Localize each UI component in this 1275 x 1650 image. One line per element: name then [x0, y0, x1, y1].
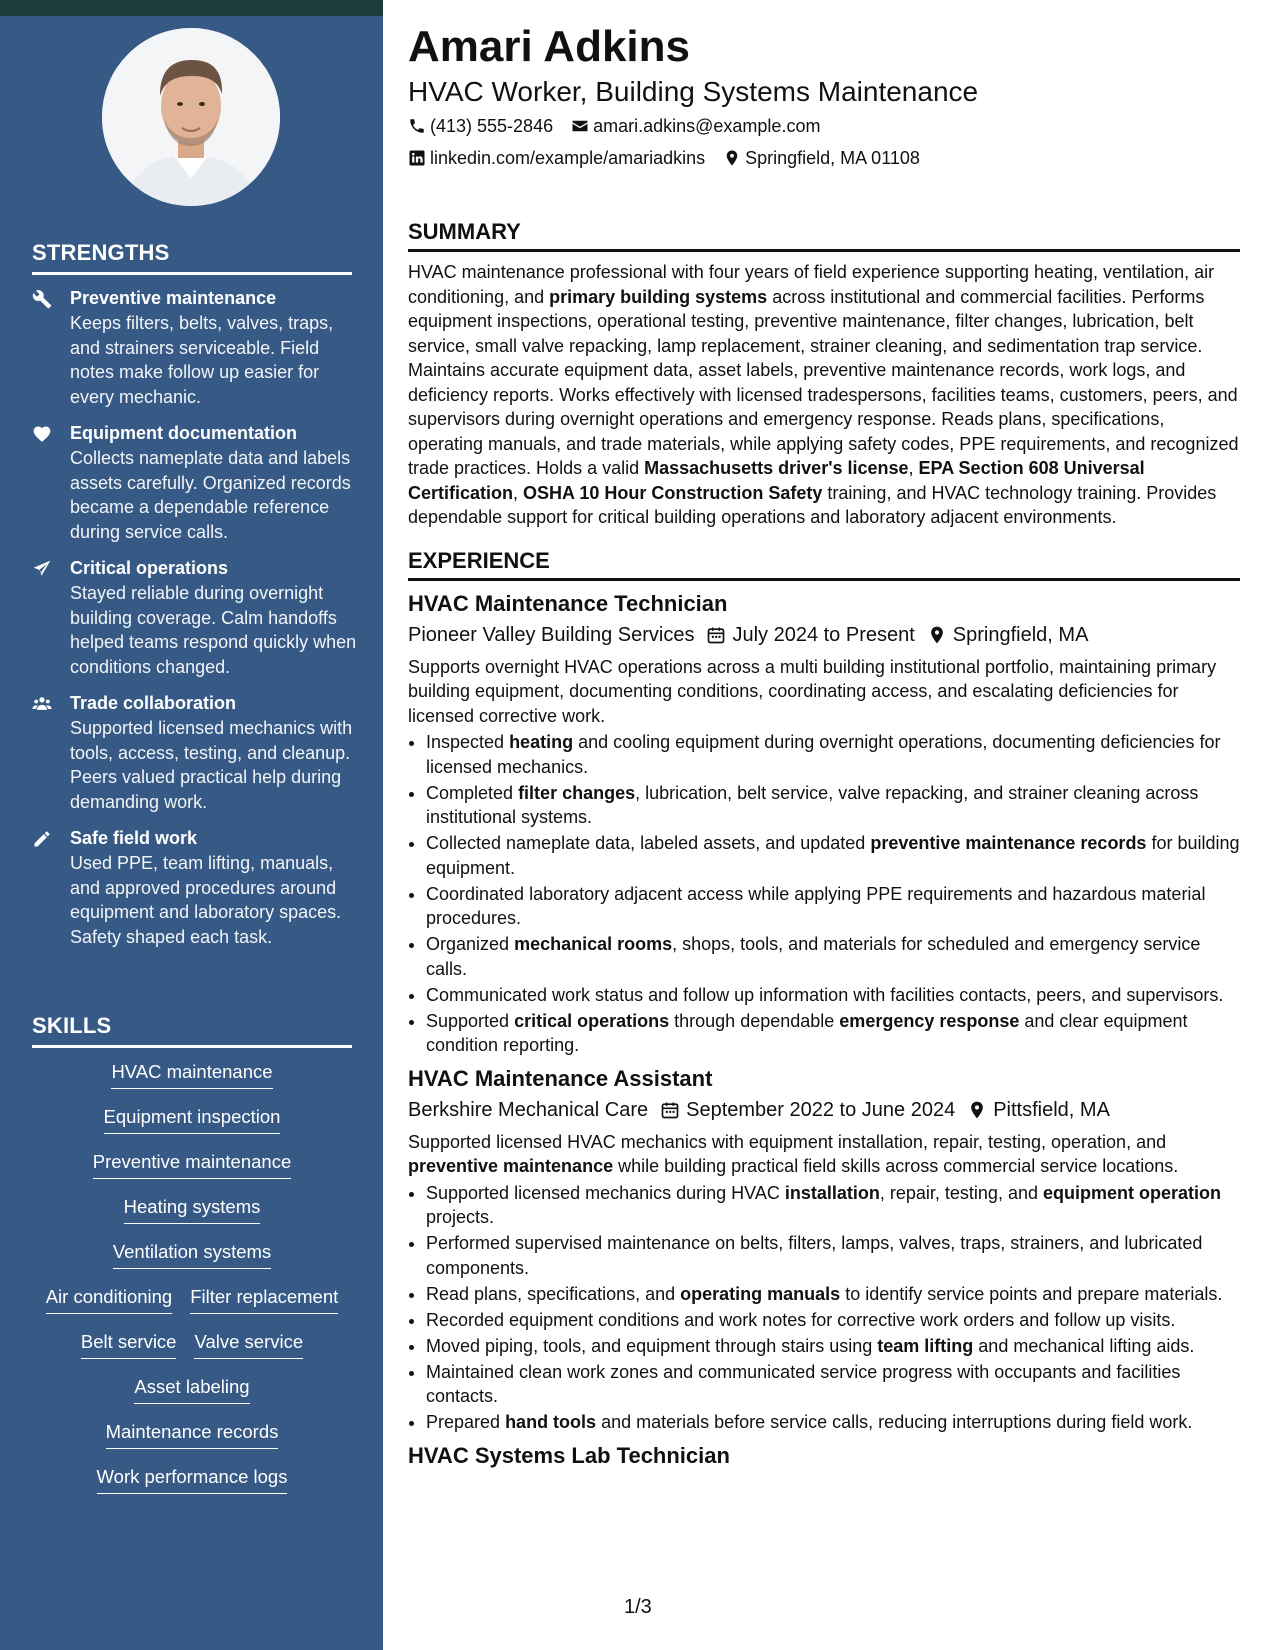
map-pin-icon	[723, 149, 741, 167]
skill-tag: Equipment inspection	[104, 1105, 281, 1134]
strength-title: Critical operations	[70, 558, 229, 578]
skill-tag: Maintenance records	[106, 1420, 279, 1449]
bullet-item: • Completed filter changes, lubrication, belt service, valve repacking, and strainer cleaning across institutional systems.	[426, 781, 1240, 830]
skill-tag: Ventilation systems	[113, 1240, 271, 1269]
skill-tag: Work performance logs	[97, 1465, 288, 1494]
email-contact[interactable]	[571, 110, 820, 142]
sidebar	[0, 0, 383, 1650]
job-location: Springfield, MA	[952, 623, 1089, 646]
bullet-item: • Moved piping, tools, and equipment through stairs using team lifting and mechanical lifting aids.	[426, 1334, 1240, 1359]
paper-plane-icon	[32, 556, 70, 679]
job-entry	[408, 1441, 1240, 1471]
phone-contact[interactable]	[408, 110, 553, 142]
map-pin-icon	[967, 1100, 987, 1120]
heart-icon	[32, 421, 70, 544]
profile-photo	[102, 28, 280, 206]
wrench-icon	[32, 286, 70, 409]
skill-tag: Valve service	[194, 1330, 303, 1359]
strength-item	[32, 691, 362, 814]
bullet-item: • Prepared hand tools and materials before service calls, reducing interruptions during field work.	[426, 1410, 1240, 1435]
summary-heading: SUMMARY	[408, 219, 1240, 252]
bullet-item: • Inspected heating and cooling equipment during overnight operations, documenting deficiencies for licensed mechanics.	[426, 730, 1240, 779]
company-name: Pioneer Valley Building Services	[408, 623, 695, 646]
job-title: HVAC Systems Lab Technician	[408, 1442, 730, 1468]
strength-title: Equipment documentation	[70, 423, 297, 443]
strength-item	[32, 286, 362, 409]
candidate-title: HVAC Worker, Building Systems Maintenance	[408, 76, 979, 107]
strength-item	[32, 556, 362, 679]
top-band	[0, 0, 383, 16]
job-description: Supported licensed HVAC mechanics with equipment installation, repair, testing, operation, and preventive maintenance while building practical field skills across commercial service locations.	[408, 1131, 1179, 1176]
job-location: Pittsfield, MA	[993, 1098, 1110, 1121]
linkedin-text: linkedin.com/example/amariadkins	[430, 148, 706, 168]
job-entry	[408, 1064, 1240, 1435]
bullet-item: • Recorded equipment conditions and work notes for corrective work orders and follow up visits.	[426, 1308, 1240, 1333]
skills-list	[32, 1060, 352, 1510]
bullet-item: • Collected nameplate data, labeled assets, and updated preventive maintenance records for building equipment.	[426, 831, 1240, 880]
job-meta	[408, 619, 1240, 651]
contact-row-2	[408, 142, 1240, 174]
bullet-item: • Maintained clean work zones and communicated service progress with occupants and facilities contacts.	[426, 1360, 1240, 1409]
bullet-item: • Performed supervised maintenance on belts, filters, lamps, valves, traps, strainers, and lubricated components.	[426, 1231, 1240, 1280]
bullet-item: • Read plans, specifications, and operating manuals to identify service points and prepare materials.	[426, 1282, 1240, 1307]
main-content	[408, 20, 1240, 1471]
strength-desc: Supported licensed mechanics with tools, access, testing, and cleanup. Peers valued practical help during demanding work.	[70, 718, 353, 812]
email-text: amari.adkins@example.com	[593, 116, 821, 136]
pencil-icon	[32, 826, 70, 949]
page-number: 1/3	[624, 1596, 652, 1618]
location-text: Springfield, MA 01108	[745, 148, 920, 168]
strength-title: Preventive maintenance	[70, 288, 277, 308]
strength-desc: Stayed reliable during overnight building coverage. Calm handoffs helped teams respond quickly when conditions changed.	[70, 583, 357, 677]
calendar-icon	[706, 625, 726, 645]
phone-text: (413) 555-2846	[430, 116, 554, 136]
skill-tag: Air conditioning	[46, 1285, 173, 1314]
skill-tag: Belt service	[81, 1330, 177, 1359]
job-bullets	[408, 1181, 1240, 1435]
skill-tag: Heating systems	[124, 1195, 261, 1224]
strength-item	[32, 826, 362, 949]
location-contact	[723, 142, 920, 174]
users-icon	[32, 691, 70, 814]
strength-title: Safe field work	[70, 828, 198, 848]
bullet-item: • Coordinated laboratory adjacent access while applying PPE requirements and hazardous material procedures.	[426, 882, 1240, 931]
map-pin-icon	[927, 625, 947, 645]
job-entry	[408, 589, 1240, 1058]
job-title: HVAC Maintenance Assistant	[408, 1065, 713, 1091]
job-description: Supports overnight HVAC operations across a multi building institutional portfolio, maintaining primary building equipment, documenting conditions, coordinating access, and escalating deficiencies for licensed corrective work.	[408, 656, 1217, 726]
job-meta	[408, 1094, 1240, 1126]
envelope-icon	[571, 117, 589, 135]
bullet-item: • Communicated work status and follow up information with facilities contacts, peers, and supervisors.	[426, 983, 1240, 1008]
job-dates: July 2024 to Present	[732, 623, 915, 646]
skill-tag: Filter replacement	[190, 1285, 338, 1314]
linkedin-icon	[408, 149, 426, 167]
skill-tag: Asset labeling	[134, 1375, 249, 1404]
calendar-icon	[660, 1100, 680, 1120]
job-title: HVAC Maintenance Technician	[408, 590, 728, 616]
strength-item	[32, 421, 362, 544]
strengths-list	[32, 286, 362, 961]
strength-title: Trade collaboration	[70, 693, 237, 713]
bullet-item: • Supported licensed mechanics during HVAC installation, repair, testing, and equipment operation projects.	[426, 1181, 1240, 1230]
experience-heading: EXPERIENCE	[408, 548, 1240, 581]
contact-row-1	[408, 110, 1240, 142]
job-dates: September 2022 to June 2024	[686, 1098, 956, 1121]
bullet-item: • Organized mechanical rooms, shops, tools, and materials for scheduled and emergency service calls.	[426, 932, 1240, 981]
skill-tag: Preventive maintenance	[93, 1150, 291, 1179]
strength-desc: Used PPE, team lifting, manuals, and approved procedures around equipment and laboratory spaces. Safety shaped each task.	[70, 853, 342, 947]
skills-heading: SKILLS	[32, 1013, 352, 1048]
candidate-name: Amari Adkins	[408, 22, 691, 71]
company-name: Berkshire Mechanical Care	[408, 1098, 649, 1121]
skill-tag: HVAC maintenance	[111, 1060, 272, 1089]
strength-desc: Keeps filters, belts, valves, traps, and strainers serviceable. Field notes make follow up easier for every mechanic.	[70, 313, 334, 407]
strength-desc: Collects nameplate data and labels assets carefully. Organized records became a dependable reference during service calls.	[70, 448, 351, 542]
summary-text: HVAC maintenance professional with four years of field experience supporting heating, ventilation, air conditioning, and primary building systems across institutional and commercial facilities. Performs equipment inspections, operational testing, preventive maintenance, filter changes, lubrication, belt service, small valve repacking, lamp replacement, strainer cleaning, and sedimentation trap service. Maintains accurate equipment data, asset labels, preventive maintenance records, work logs, and deficiency reports. Works effectively with licensed tradespersons, facilities teams, customers, peers, and supervisors during overnight operations and emergency response. Reads plans, specifications, operating manuals, and trade materials, while applying safety codes, PPE requirements, and recognized trade practices. Holds a valid Massachusetts driver's license, EPA Section 608 Universal Certification, OSHA 10 Hour Construction Safety training, and HVAC technology training. Provides dependable support for critical building operations and laboratory adjacent environments.	[408, 262, 1239, 527]
phone-icon	[408, 117, 426, 135]
bullet-item: • Supported critical operations through dependable emergency response and clear equipment condition reporting.	[426, 1009, 1240, 1058]
portrait-image	[102, 28, 280, 206]
strengths-heading: STRENGTHS	[32, 240, 352, 275]
job-bullets	[408, 730, 1240, 1058]
linkedin-contact[interactable]	[408, 142, 705, 174]
